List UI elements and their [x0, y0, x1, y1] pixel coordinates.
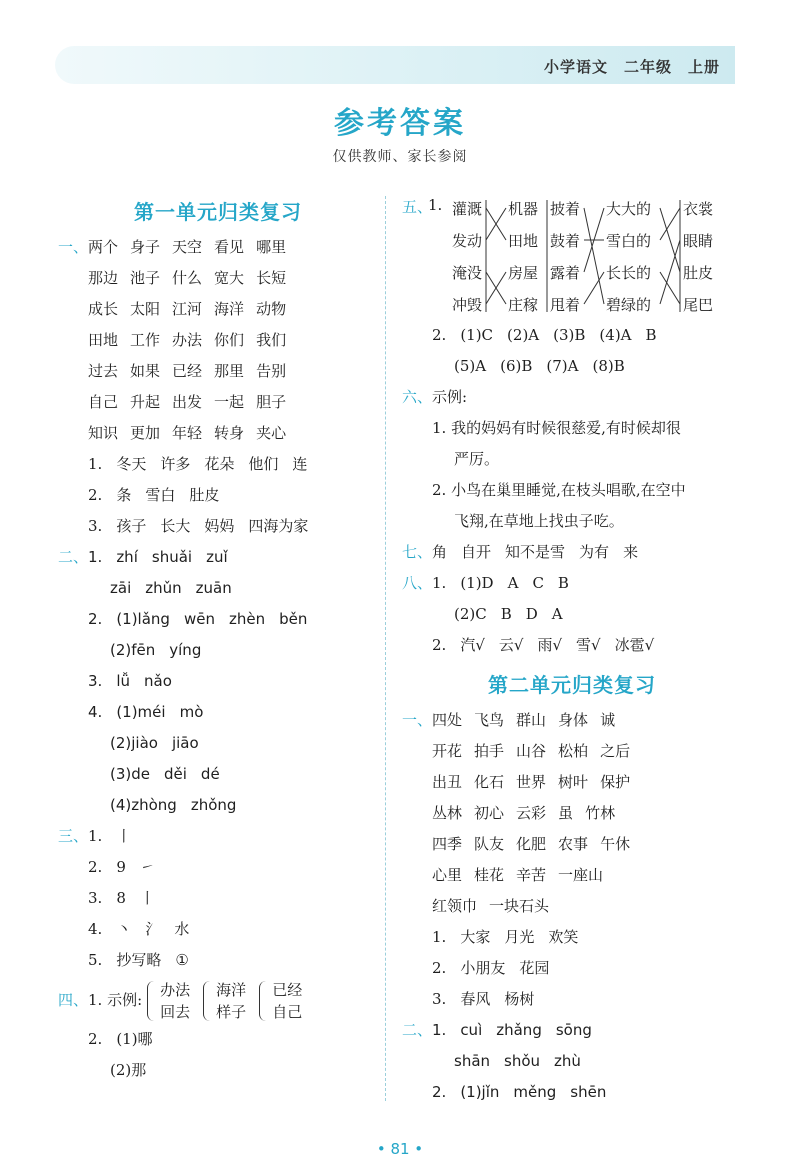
answer-item: 2. (1)C (2)A (3)B (4)A B	[432, 326, 657, 344]
unit1-section1	[58, 232, 378, 542]
section6	[402, 382, 742, 537]
answer-item: 严厉。	[454, 450, 500, 468]
section-marker: 一、	[402, 711, 433, 729]
answer-row: 一、四处 飞鸟 群山 身体 诚	[402, 705, 742, 736]
answer-item: (2)jiào jiāo	[110, 734, 199, 752]
answer-row: 那边 池子 什么 宽大 长短	[88, 269, 287, 287]
answer-item: 3. lǚ nǎo	[88, 672, 172, 690]
answer-item: 3. 春风 杨树	[432, 990, 535, 1008]
answer-item: 3. 孩子 长大 妈妈 四海为家	[88, 517, 309, 535]
answer-item: 2. 汽√ 云√ 雨√ 雪√ 冰雹√	[432, 636, 655, 654]
brace	[203, 981, 213, 1021]
word-group: 办法 回去	[160, 981, 191, 1021]
brace	[259, 981, 269, 1021]
word-group: 已经 自己	[272, 981, 303, 1021]
answer-item: 2. (1)哪	[88, 1030, 153, 1048]
section-marker: 五、	[402, 198, 433, 216]
answer-item: (2)fēn yíng	[110, 641, 202, 659]
section-marker: 二、	[402, 1021, 433, 1039]
answer-item: 5. 抄写略 ①	[88, 951, 189, 969]
answer-item: (2)那	[110, 1061, 147, 1079]
section-marker: 四、	[58, 991, 89, 1009]
word-group: 海洋 样子	[216, 981, 247, 1021]
section-marker: 六、	[402, 388, 433, 406]
answer-row: 自己 升起 出发 一起 胆子	[88, 393, 287, 411]
answer-item: 二、1. zhí shuǎi zuǐ	[58, 542, 378, 573]
answer-item: (2)C B D A	[454, 605, 563, 623]
answer-item: 1. 我的妈妈有时候很慈爱,有时候却很	[432, 419, 681, 437]
section-marker: 三、	[58, 827, 89, 845]
answer-row: 开花 拍手 山谷 松柏 之后	[432, 742, 631, 760]
page-title: 参考答案	[334, 106, 466, 141]
answer-item: (3)de děi dé	[110, 765, 220, 783]
answer-item: 4. 丶 氵 水	[88, 920, 190, 938]
answer-item: 3. 8 丨	[88, 889, 155, 907]
answer-item: 2. (1)lǎng wēn zhèn běn	[88, 610, 308, 628]
answer-item: shān shǒu zhù	[454, 1052, 581, 1070]
page-number: • 81 •	[376, 1140, 424, 1158]
answer-item: (5)A (6)B (7)A (8)B	[454, 357, 625, 375]
answer-row: 出丑 化石 世界 树叶 保护	[432, 773, 631, 791]
answer-row: 成长 太阳 江河 海洋 动物	[88, 300, 287, 318]
answer-item: 2. 小鸟在巢里睡觉,在枝头唱歌,在空中	[432, 481, 686, 499]
answer-item: 1. 大家 月光 欢笑	[432, 928, 579, 946]
answer-item: 飞翔,在草地上找虫子吃。	[454, 512, 624, 530]
answer-row: 田地 工作 办法 你们 我们	[88, 331, 287, 349]
answer-row: 心里 桂花 辛苦 一座山	[432, 866, 604, 884]
answer-row: 一、两个 身子 天空 看见 哪里	[58, 232, 378, 263]
answer-item: 2. 小朋友 花园	[432, 959, 550, 977]
matching-exercise: 五、 1. 灌溉 发动 淹没 冲毁 机器 田地 房屋 庄稼 披着 鼓着 露着 甩着 大大的 雪白的 长长的 碧绿的 衣裳 眼睛 肚皮 尾巴	[402, 196, 742, 320]
answer-item: 二、1. cuì zhǎng sōng	[402, 1015, 742, 1046]
answer-item: 1. 冬天 许多 花朵 他们 连	[88, 455, 308, 473]
answer-item: 七、角 自开 知不是雪 为有 来	[402, 537, 742, 568]
answer-item: 2. 条 雪白 肚皮	[88, 486, 220, 504]
unit1-section3	[58, 821, 378, 976]
section7	[402, 537, 742, 568]
answer-item: 八、1. (1)D A C B	[402, 568, 742, 599]
answer-item: 2. 9 ㇀	[88, 858, 155, 876]
section-marker: 七、	[402, 543, 433, 561]
answer-row: 红领巾 一块石头	[432, 897, 550, 915]
section-marker: 八、	[402, 574, 433, 592]
answer-row: 四季 队友 化肥 农事 午休	[432, 835, 631, 853]
unit2-title: 第二单元归类复习	[488, 673, 656, 697]
unit2-section2	[402, 1015, 742, 1108]
header-info: 小学语文 二年级 上册	[543, 58, 720, 76]
page-subtitle: 仅供教师、家长参阅	[332, 149, 468, 165]
answer-item: 四、1. 示例: 办法 回去 海洋 样子 已经 自己	[58, 976, 378, 1024]
brace	[147, 981, 157, 1021]
unit1-section2	[58, 542, 378, 821]
left-column	[58, 196, 378, 1086]
answer-item: 2. (1)jǐn měng shēn	[432, 1083, 607, 1101]
right-column	[402, 196, 742, 1108]
answer-row: 知识 更加 年轻 转身 夹心	[88, 424, 287, 442]
unit1-title: 第一单元归类复习	[134, 200, 302, 224]
unit2-section1	[402, 705, 742, 1015]
section-marker: 二、	[58, 548, 89, 566]
section8	[402, 568, 742, 661]
answer-item: 六、示例:	[402, 382, 742, 413]
answer-item: zāi zhǔn zuān	[110, 579, 232, 597]
answer-item: 三、1. 丨	[58, 821, 378, 852]
answer-item: 4. (1)méi mò	[88, 703, 204, 721]
answer-item: (4)zhòng zhǒng	[110, 796, 237, 814]
column-divider	[385, 196, 386, 1101]
unit1-section4	[58, 976, 378, 1086]
answer-row: 过去 如果 已经 那里 告别	[88, 362, 287, 380]
section5-matching	[402, 196, 742, 382]
section-marker: 一、	[58, 238, 89, 256]
answer-row: 丛林 初心 云彩 虽 竹林	[432, 804, 616, 822]
